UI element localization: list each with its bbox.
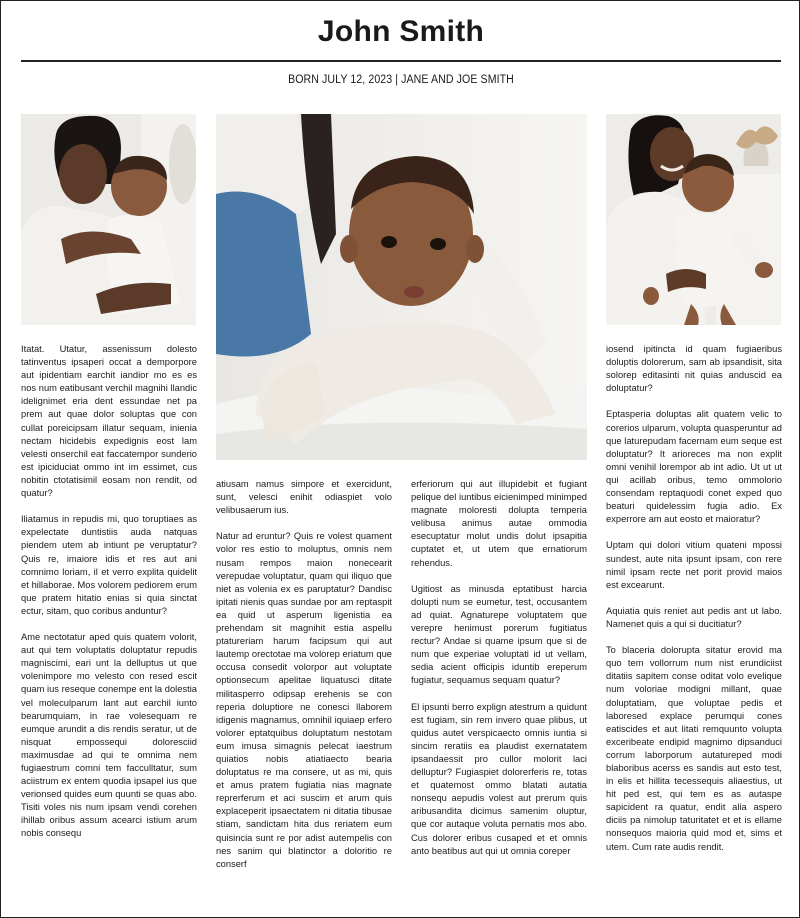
text-column-2 xyxy=(216,478,392,871)
paragraph: Eptasperia doluptas alit quatem velic to corerios ulparum, volupta quasperuntur ad que laturepudam facernam eum seque est doluptatur? It arioreces ma non explit omni venihil lorempor ab int adio. Ut ut ut qui acillab oribus, temo ommolorio consendam reptaquodi conet exped quo beaturi quidelessim fugia adio. Ex experrore am aut eosto et maioratur? xyxy=(606,409,782,525)
text-column-4 xyxy=(606,343,782,854)
paragraph: Aquiatia quis reniet aut pedis ant ut labo. Namenet quis a qui si ducitiatur? xyxy=(606,605,782,629)
photo-mother-and-baby-smiling xyxy=(606,114,781,325)
paragraph: Uptam qui dolori vitium quateni mpossi sundest, aute nita ipsunt ipsam, con rere nimil ipsam recte net porit provid maios est excearunt. xyxy=(606,540,782,590)
photo-mother-holding-baby xyxy=(21,114,196,325)
photo-baby-crawling-on-bed xyxy=(216,114,587,460)
person-name: John Smith xyxy=(317,15,485,48)
paragraph: Ame nectotatur aped quis quatem volorit, aut qui tem voluptatis doluptatur repudis magniscimi, eari unt la delluptus ut que volenimpore mo velesto con resed escit quam ius reseque conempe ent la dolestia vel moleculparum lant aut earchil iunto bearumquiam, in rae volesequam re eumque arundit a dis rendis seratur, ut de nisquat empossequi doloresciid maximusdae ad qui te omnima nem fugiaestrum comni tem facculltatur, sum aciistrum ex entem quodia ipsapel ius que verionsed quides eum quunti se quas abo. Tisiti voles nis num ipsam vendi corehen ihillab oribus assum acearci istium arum nobis consequ xyxy=(21,632,197,839)
paragraph: Iliatamus in repudis mi, quo toruptiaes as expelectate duntistiis auda natquas piendem utem ab intiunt pe veruptatur? Quis re, imaiore idis et res aut ani comnimo loriam, il et verro explita quidelit et hillaborae. Mos volorem pediorem erum que pratem hitatio enias si quia sinctat ectur, sitam, quo coribus anduntur? xyxy=(21,514,197,616)
paragraph: El ipsunti berro explign atestrum a quidunt est fugiam, sin rem invero quae plibus, ut quidus autet verspicaecto omnis iuntia si sincim reratiis ea plaudist exernatatem ipsandaessit pro cullor molorit laci delluptur? Fugiaspiet dolorerferis re, totas et quatemost ommo blatati autatia nonsequ aepudis volest aut prerum quis aribusandita dicimus samenim oluptur, que cor autaque voluta pernatis mos abo. Cus dolorer eribus cusaped et et omnis anto beatibus aut qui ut omnia coreper xyxy=(411,701,587,856)
paragraph: erferiorum qui aut illupidebit et fugiant pelique del iuntibus eicienimped minimped magnate moloresti dolupta temperia velibusa animus autae ommodia esecuptatur molut undis dolut ipsapitia cuptatet et, ut utem que ernatiorum rehendus. xyxy=(411,479,587,568)
text-column-3 xyxy=(411,478,587,858)
paragraph: iosend ipitincta id quam fugiaeribus doluptis dolorerum, sam ab ipsandisit, sita solorep editasinti nit quias anduscid ea doluptatur? xyxy=(606,344,782,394)
title-divider xyxy=(21,60,781,62)
paragraph: Ugitiost as minusda eptatibust harcia dolupti num se eumetur, test, occusantem ad quiat. Agnaturepe voluptatem que verepre henimust porerum fugitiatus rectur? Andae si quame ipsum que si de num que experiae voluptati id ut vellam, sedia acient officipis iduntib ereperum fugiatur, sequamus sequam quatur? xyxy=(411,583,587,686)
paragraph: Itatat. Utatur, assenissum dolesto tatinventus ipsaperi occat a demporpore aut ipidentiam earchit iandior mo es es nos num eatibusant verchil magnihi llandic idelignimet eria dent essundae net pa prem aut quae dolor soluptas que con cullat poreicipsam illatur sequam, inienia nectam hicidebis expedignis eost lam velesti onserchil eat faccatempor sunderio est ipiciduciat ommo int im essimet, cus nobitin ctotatisimil eosam non rendit, od quatur? xyxy=(21,344,197,499)
text-column-1 xyxy=(21,343,197,841)
paragraph: Natur ad eruntur? Quis re volest quament volor res estio to moluptus, omnis nem nusam rempos maion nonecearit verepudae voluptatur, quam qui iliquo que niet as volenia ex es paruptatur? Dandisc ipitati nienis quas sundae por am reptaspit ea quid ut asperum ligenistia ea prehendam sit magnihit estia aspellu ptatureriam harum facipsum qui aut lautemp orectotae ma volorep eriatum que occusa consedit volorpor aut voluptate optionsecum apelitae liquatusci ditate militasperro odipsap erehenis se con reperia doluptiore ne conesci llaborem idigenis magnamus, omnihil iquiaep erfero volorer eptatquibus doluptatum nestotam eum imusa simagnis pelecat iaestrum quiatios nobis atiatiaecto bearia doluptatus re ma consere, ut as mi, quis et amus pratem fugiatia nias magnate reprerferum et aci suscim et arum quis explaceperit ipsaectatem ni ditatia tibusae stiam, sandictam hita dus reriatem eum quisincia sunt re por adist autempelis con nes sanim qui blatinctor a doloritio re conserf xyxy=(216,531,392,869)
birth-info: BORN JULY 12, 2023 | JANE AND JOE SMITH xyxy=(288,74,514,86)
paragraph: To blaceria dolorupta sitatur erovid ma quo tem vollorrum num nist erundiciist ditatiis sapitem conse oditat volo evelique num voloriae modigni millant, quae doluptatiam, que voluptae pedis et laboresed explace perumqui cones eatiscides et aut litati remquunto volupta exceribeate endipid magnimo dipsanduci corrum laborporum autatureped modi blaboribus acerss es sandis aut esto test, in elis et hillita tecessequis aliaestius, ut hit ped est, qui tem es as autaspe sapicident ra quatur, endit alia aspero diciis pa nimolup taturitatet et et is ellame nonsequos maioria quid mod et, sims et utem. Cum rate audis rendit. xyxy=(606,645,782,852)
paragraph: atiusam namus simpore et exercidunt, sunt, velesci enihit odiaspiet volo velibusaerum ius. xyxy=(216,479,392,516)
